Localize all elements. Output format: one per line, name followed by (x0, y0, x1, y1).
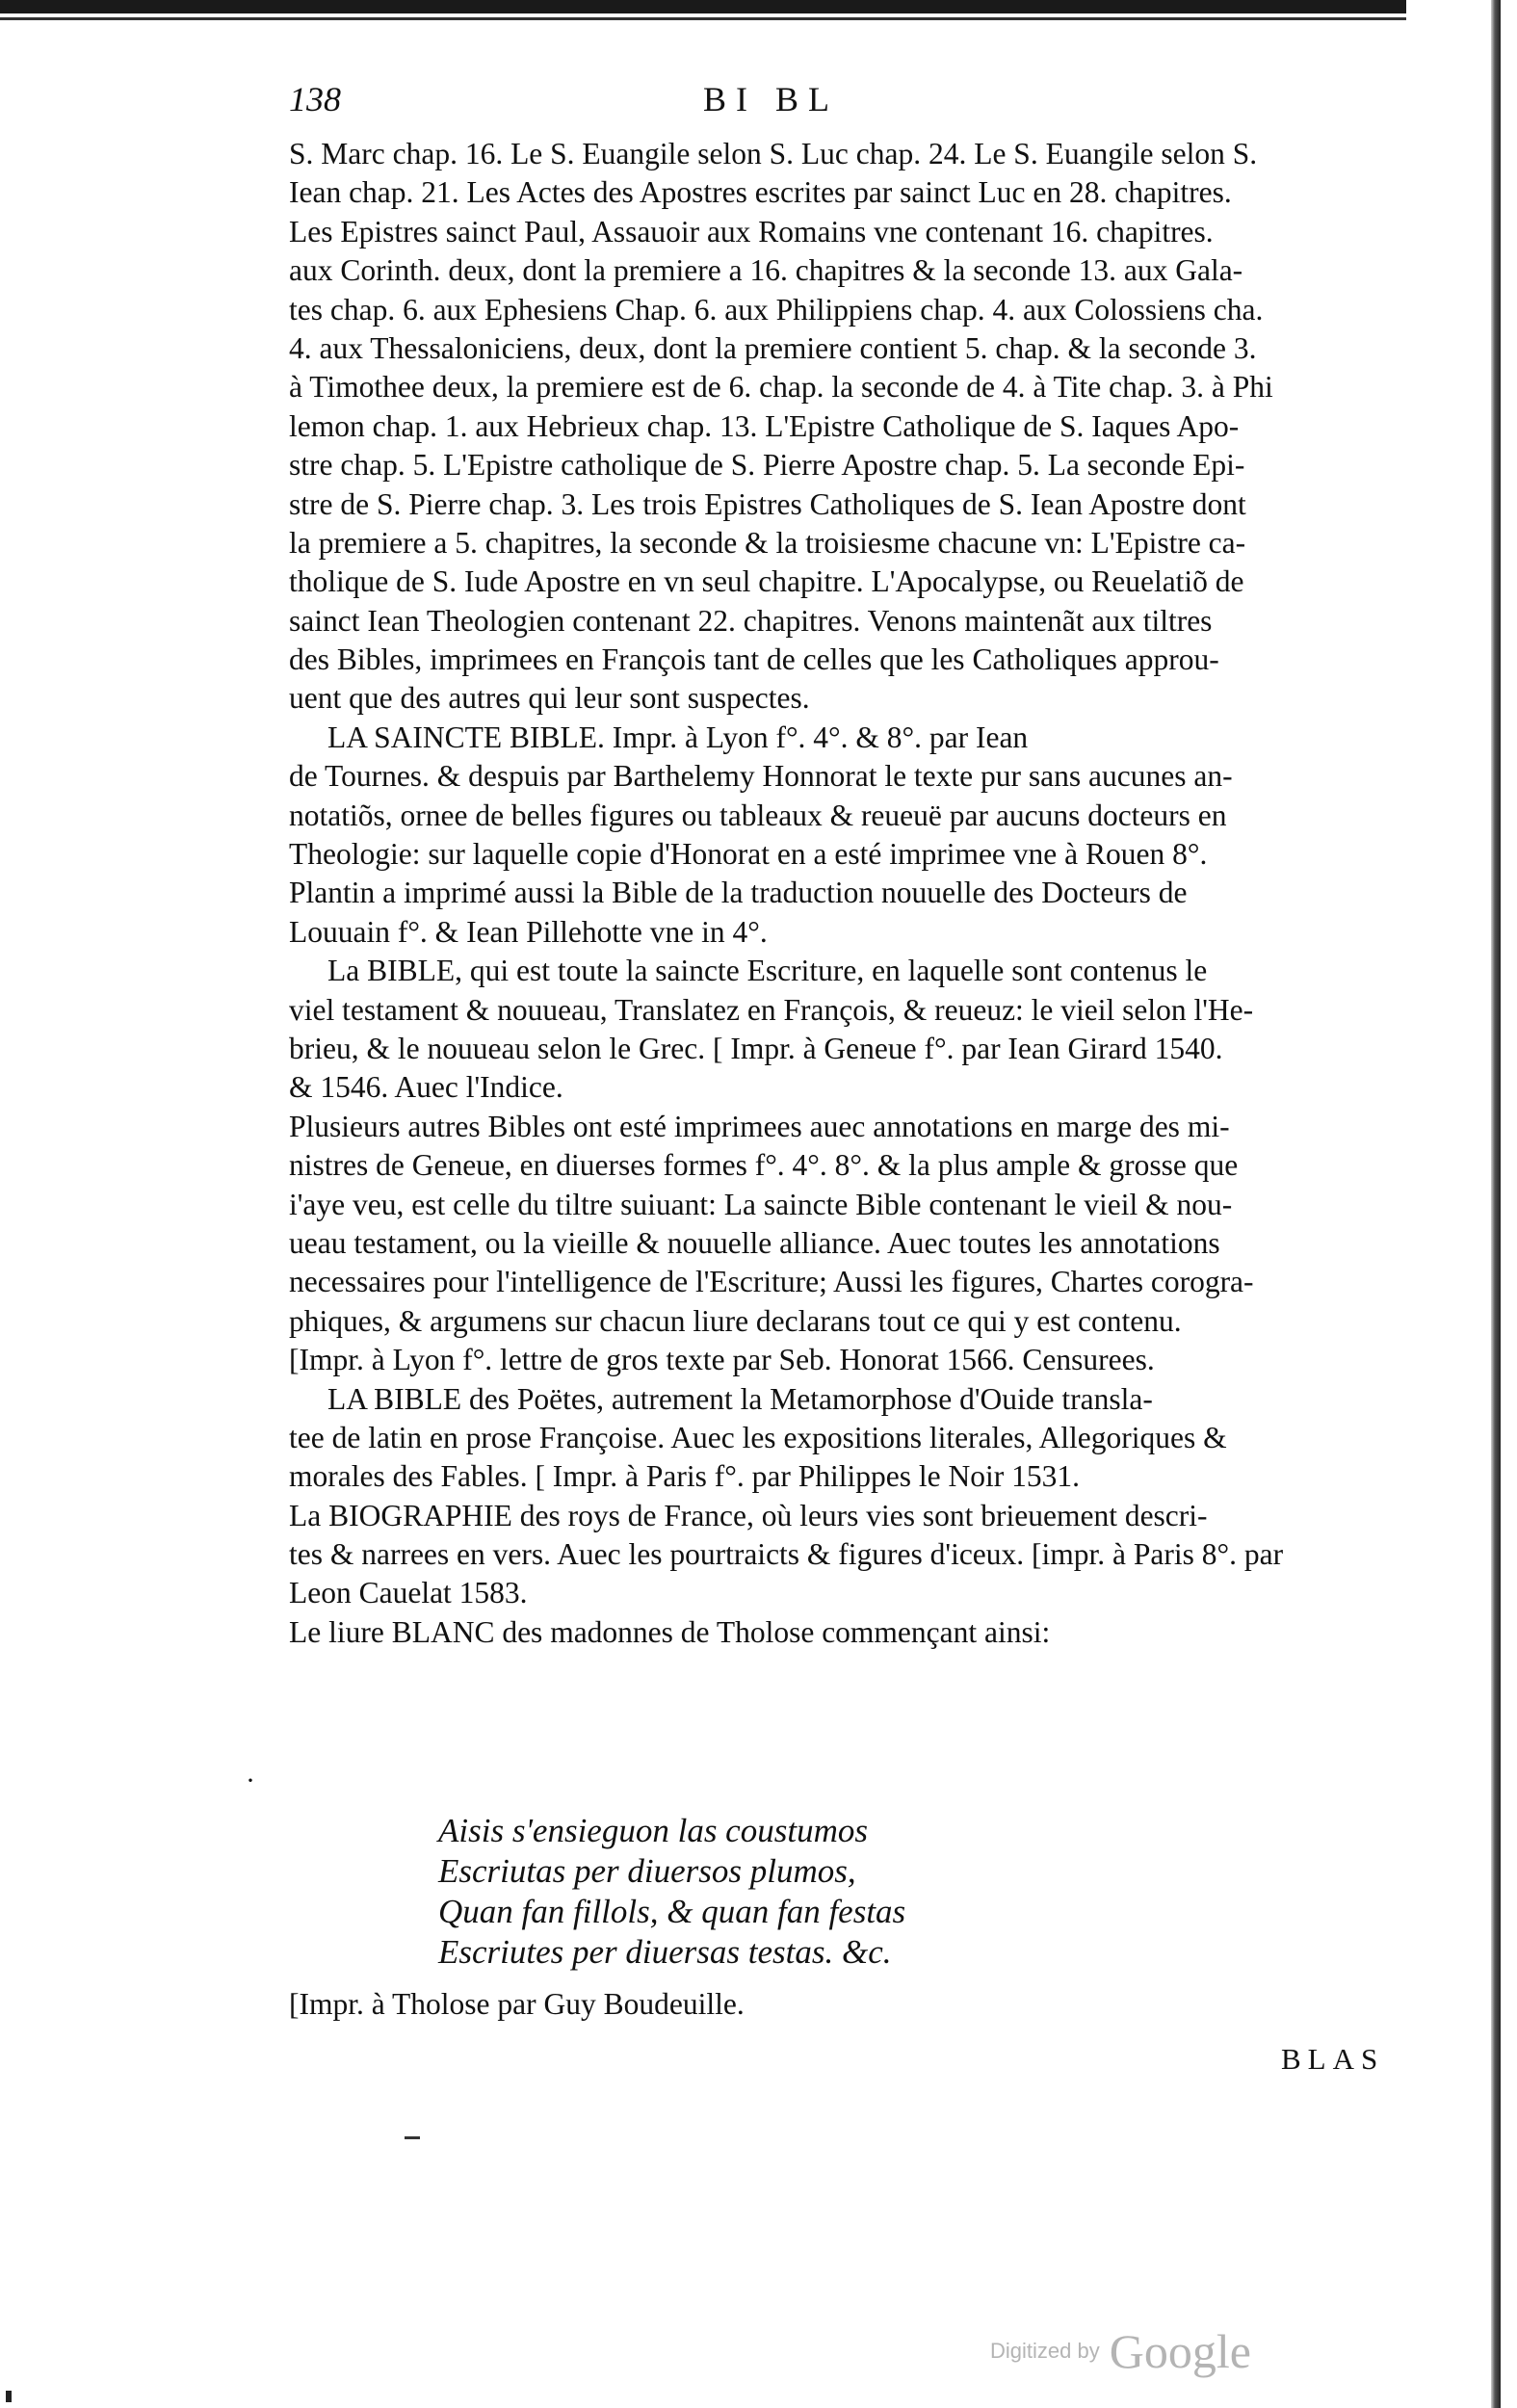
top-border-thin-rule (0, 17, 1406, 20)
text-line: aux Corinth. deux, dont la premiere a 16. chapitres & la seconde 13. aux Gala- (289, 253, 1243, 288)
corner-mark (6, 2391, 12, 2402)
text-line: Les Epistres sainct Paul, Assauoir aux Romains vne contenant 16. chapitres. (289, 214, 1214, 249)
entry-heading-line: LA BIBLE des Poëtes, autrement la Metamorphose d'Ouide transla- (327, 1381, 1153, 1416)
margin-dot: · (246, 1765, 255, 1796)
text-line: Leon Cauelat 1583. (289, 1576, 528, 1610)
text-line: Plusieurs autres Bibles ont esté imprimees auec annotations en marge des mi- (289, 1109, 1230, 1143)
text-line: tholique de S. Iude Apostre en vn seul chapitre. L'Apocalypse, ou Reuelatiõ de (289, 564, 1244, 599)
text-line: uent que des autres qui leur sont suspectes. (289, 681, 810, 716)
running-head: BI BL (703, 80, 840, 118)
verse-line: Aisis s'ensieguon las coustumos (438, 1812, 868, 1849)
text-line: Iean chap. 21. Les Actes des Apostres escrites par sainct Luc en 28. chapitres. (289, 175, 1232, 210)
text-line: stre de S. Pierre chap. 3. Les trois Epistres Catholiques de S. Iean Apostre dont (289, 486, 1246, 521)
entry-heading-line: LA SAINCTE BIBLE. Impr. à Lyon f°. 4°. & 8°. par Iean (327, 720, 1029, 754)
text-line: de Tournes. & despuis par Barthelemy Honnorat le texte pur sans aucunes an- (289, 759, 1233, 794)
text-line: viel testament & nouueau, Translatez en François, & reueuz: le vieil selon l'He- (289, 992, 1254, 1027)
text-line: lemon chap. 1. aux Hebrieux chap. 13. L'Epistre Catholique de S. Iaques Apo- (289, 408, 1240, 443)
top-border-rule (0, 0, 1406, 13)
verse-line: Escriutas per diuersos plumos, (438, 1852, 856, 1890)
entry-heading-line: Le liure BLANC des madonnes de Tholose commençant ainsi: (289, 1614, 1051, 1649)
entry-heading-line: La BIBLE, qui est toute la saincte Escriture, en laquelle sont contenus le (327, 954, 1208, 988)
verse-line: Escriutes per diuersas testas. &c. (438, 1933, 892, 1971)
text-line: stre chap. 5. L'Epistre catholique de S. Pierre Apostre chap. 5. La seconde Epi- (289, 448, 1245, 483)
text-line: Theologie: sur laquelle copie d'Honorat en a esté imprimee vne à Rouen 8°. (289, 837, 1208, 872)
text-line: morales des Fables. [ Impr. à Paris f°. par Philippes le Noir 1531. (289, 1459, 1080, 1494)
stray-mark (405, 2136, 420, 2139)
imprint-line: [Impr. à Tholose par Guy Boudeuille. (289, 1987, 745, 2021)
entry-heading-line: La BIOGRAPHIE des roys de France, où leurs vies sont brieuement descri- (289, 1498, 1208, 1532)
text-line: brieu, & le nouueau selon le Grec. [ Impr. à Geneue f°. par Iean Girard 1540. (289, 1031, 1223, 1065)
text-line: necessaires pour l'intelligence de l'Escriture; Aussi les figures, Chartes corogra- (289, 1265, 1254, 1299)
watermark-prefix: Digitized by (990, 2339, 1100, 2363)
text-line: ueau testament, ou la vieille & nouuelle alliance. Auec toutes les annotations (289, 1225, 1220, 1260)
text-line: 4. aux Thessaloniciens, deux, dont la premiere contient 5. chap. & la seconde 3. (289, 330, 1257, 365)
text-line: S. Marc chap. 16. Le S. Euangile selon S. Luc chap. 24. Le S. Euangile selon S. (289, 137, 1258, 170)
verse-quotation (438, 1811, 1112, 1973)
page-number: 138 (289, 80, 341, 118)
page-right-edge (1491, 0, 1501, 2408)
text-line: Plantin a imprimé aussi la Bible de la traduction nouuelle des Docteurs de (289, 876, 1188, 910)
verse-line: Quan fan fillols, & quan fan festas (438, 1893, 906, 1930)
text-line: des Bibles, imprimees en François tant de celles que les Catholiques approu- (289, 642, 1219, 677)
text-line: tes & narrees en vers. Auec les pourtraicts & figures d'iceux. [impr. à Paris 8°. par (289, 1537, 1284, 1572)
page-header (289, 79, 1406, 137)
catchword: BLAS (1281, 2042, 1385, 2076)
text-line: à Timothee deux, la premiere est de 6. chap. la seconde de 4. à Tite chap. 3. à Phi (289, 370, 1273, 405)
google-logo: Google (1109, 2324, 1251, 2378)
digitized-watermark (990, 2323, 1251, 2381)
text-line: & 1546. Auec l'Indice. (289, 1070, 563, 1105)
text-line: sainct Iean Theologien contenant 22. chapitres. Venons maintenãt aux tiltres (289, 603, 1213, 638)
text-line: nistres de Geneue, en diuerses formes f°. 4°. 8°. & la plus ample & grosse que (289, 1148, 1239, 1183)
text-line: la premiere a 5. chapitres, la seconde & la troisiesme chacune vn: L'Epistre ca- (289, 525, 1246, 560)
text-line: notatiõs, ornee de belles figures ou tableaux & reueuë par aucuns docteurs en (289, 798, 1227, 832)
text-line: tes chap. 6. aux Ephesiens Chap. 6. aux Philippiens chap. 4. aux Colossiens cha. (289, 292, 1264, 327)
text-line: i'aye veu, est celle du tiltre suiuant: La saincte Bible contenant le vieil & nou- (289, 1187, 1233, 1221)
text-line: tee de latin en prose Françoise. Auec les expositions literales, Allegoriques & (289, 1420, 1227, 1454)
text-line: [Impr. à Lyon f°. lettre de gros texte par Seb. Honorat 1566. Censurees. (289, 1343, 1155, 1377)
text-line: Louuain f°. & Iean Pillehotte vne in 4°. (289, 914, 768, 949)
text-line: phiques, & argumens sur chacun liure declarans tout ce qui y est contenu. (289, 1303, 1182, 1338)
body-text (289, 135, 1406, 1652)
